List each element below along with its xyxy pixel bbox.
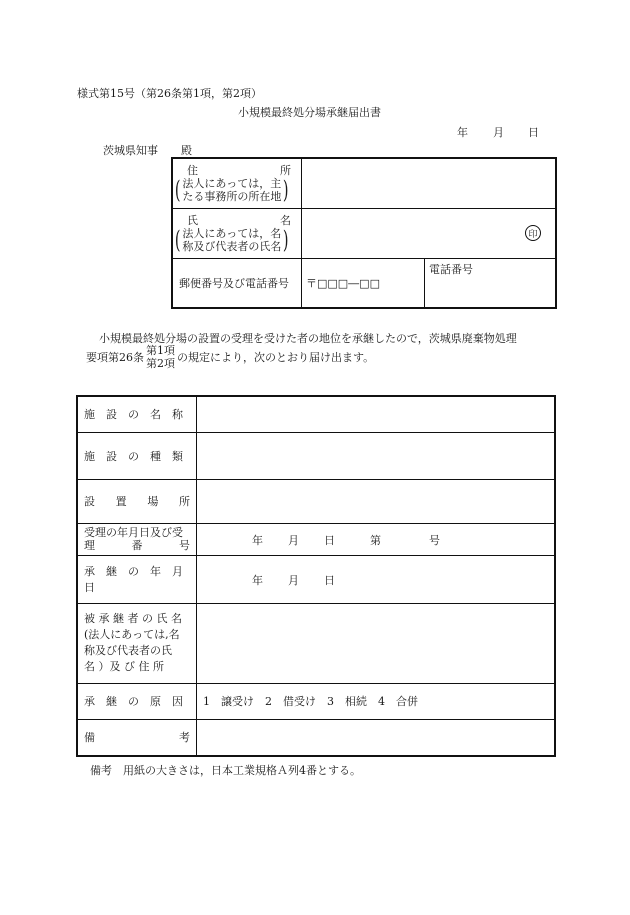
form-title: 小規模最終処分場承継届出書	[238, 106, 381, 119]
paren-close: )	[283, 175, 289, 204]
footnote: 備考 用紙の大きさは，日本工業規格Ａ列4番とする。	[90, 764, 361, 777]
paren-open: (	[174, 175, 181, 204]
addressee-name: 茨城県知事	[103, 144, 158, 157]
seal-icon: 印	[525, 225, 541, 241]
receipt-label: 受理の年月日及び受 理 番 号	[77, 523, 197, 555]
clause-stack: 第1項 第2項	[146, 344, 175, 370]
postal-label: 郵便番号及び電話番号	[172, 258, 302, 308]
location-field[interactable]	[197, 479, 556, 523]
phone-field[interactable]	[425, 258, 557, 308]
facility-type-field[interactable]	[197, 432, 556, 479]
addressee-honorific: 殿	[181, 144, 192, 157]
succession-date-label: 承 継 の 年 月 日	[77, 555, 197, 603]
cause-options[interactable]: 1 譲受け 2 借受け 3 相続 4 合併	[197, 683, 556, 719]
remarks-label: 備 考	[77, 719, 197, 756]
details-table	[76, 395, 556, 757]
facility-type-label: 施 設 の 種 類	[77, 432, 197, 479]
address-label-cell: 住 所 ( 法人にあっては，主 たる事務所の所在地 )	[172, 158, 302, 208]
succession-date-field[interactable]: 年 月 日	[197, 555, 556, 603]
remarks-field[interactable]	[197, 719, 556, 756]
applicant-table	[171, 157, 557, 309]
facility-name-field[interactable]	[197, 396, 556, 432]
date-day: 日	[528, 126, 539, 139]
cause-label: 承 継 の 原 因	[77, 683, 197, 719]
facility-name-label: 施 設 の 名 称	[77, 396, 197, 432]
date-year: 年	[457, 126, 468, 139]
body-line-2: 要項第26条 第1項 第2項 の規定により，次のとおり届け出ます。	[86, 344, 375, 370]
location-label: 設 置 場 所	[77, 479, 197, 523]
name-value-cell[interactable]	[302, 208, 557, 258]
receipt-field[interactable]: 年 月 日 第 号	[197, 523, 556, 555]
predecessor-field[interactable]	[197, 603, 556, 683]
phone-label: 電話番号	[429, 262, 473, 276]
address-value-cell[interactable]	[302, 158, 557, 208]
date-month: 月	[493, 126, 504, 139]
postal-field[interactable]: 〒□□□―□□	[302, 258, 425, 308]
predecessor-label: 被 承 継 者 の 氏 名 (法人にあっては,名 称及び代表者の氏 名 ）及 び 住 所	[77, 603, 197, 683]
form-number: 様式第15号（第26条第1項，第2項）	[77, 87, 262, 100]
name-label-cell: 氏 名 ( 法人にあっては，名 称及び代表者の氏名 )	[172, 208, 302, 258]
body-line-1: 小規模最終処分場の設置の受理を受けた者の地位を承継したので，茨城県廃棄物処理	[99, 332, 517, 345]
